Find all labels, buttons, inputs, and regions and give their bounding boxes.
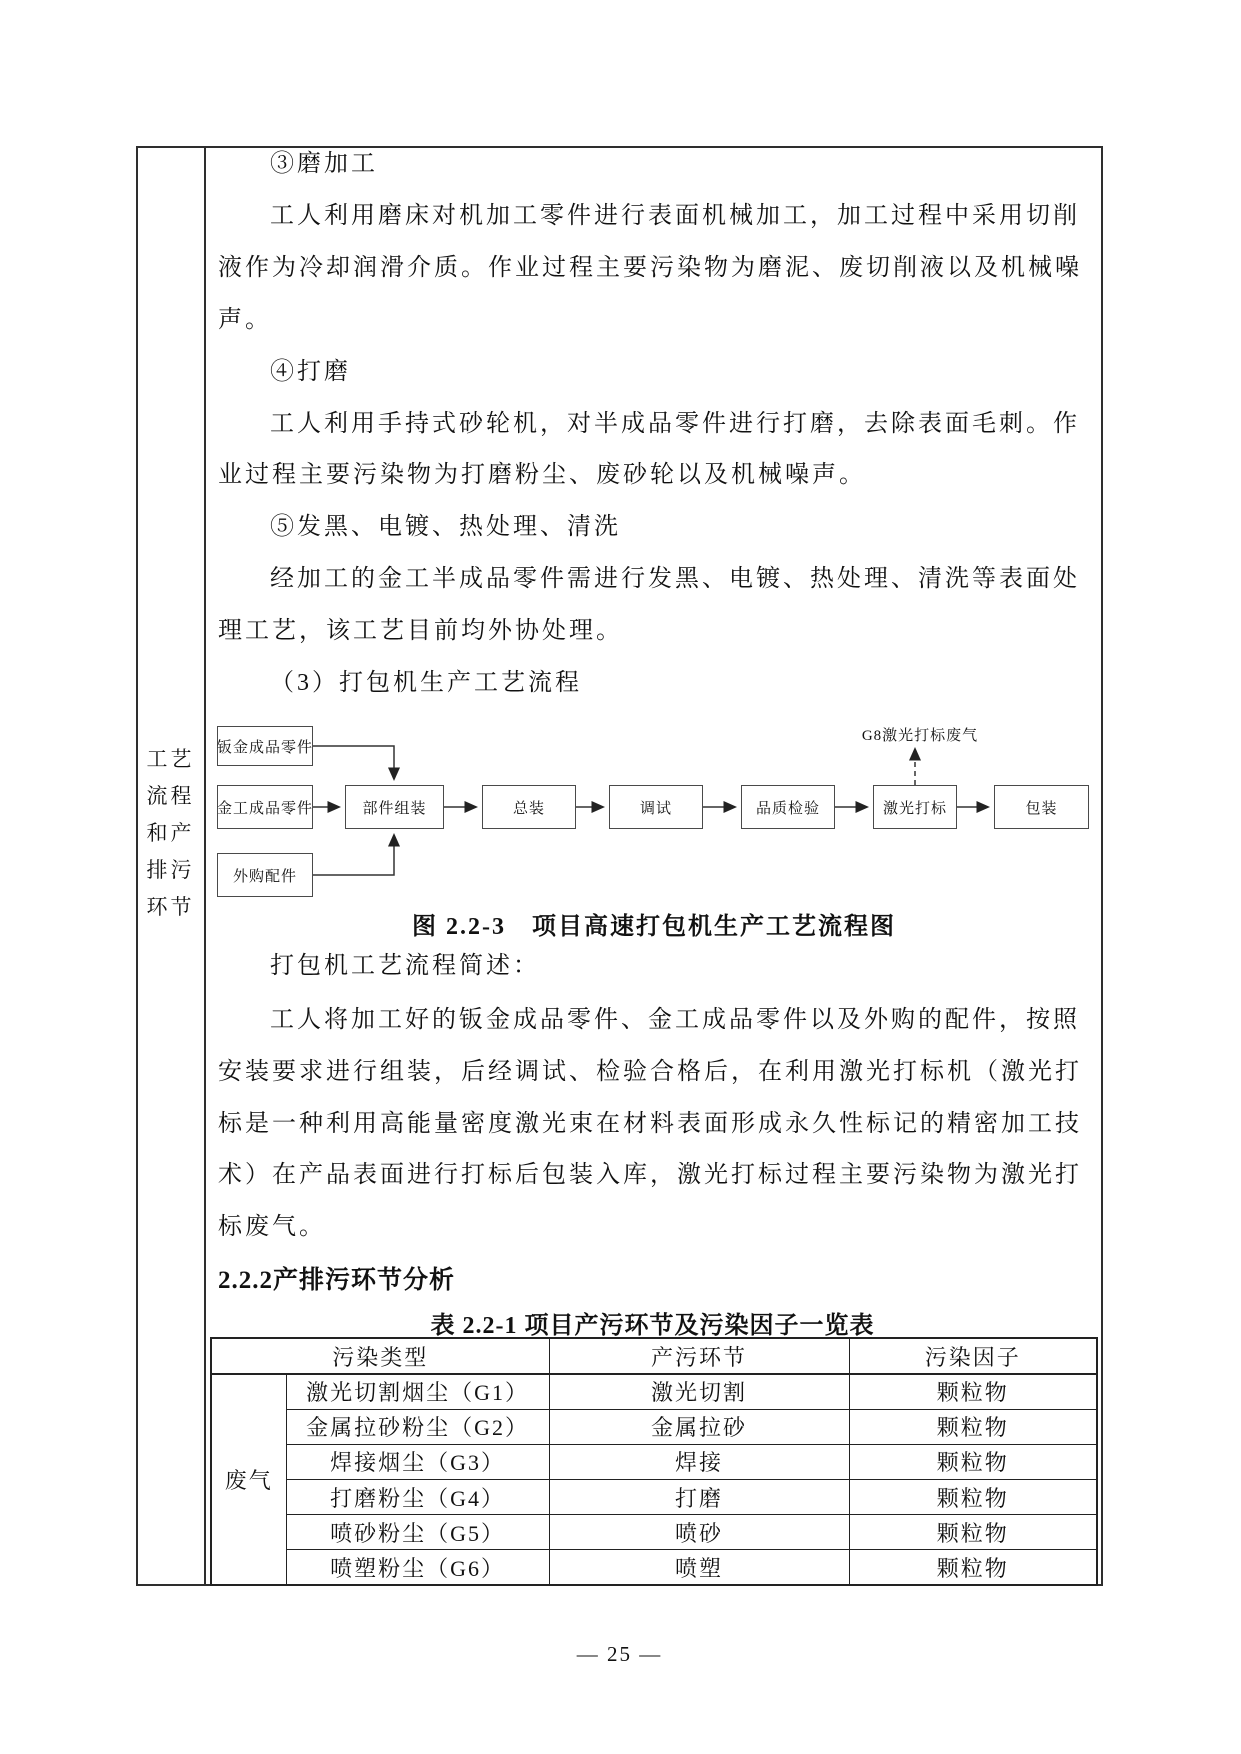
column-header-pollution-type: 污染类型 (211, 1338, 549, 1374)
paragraph-line: 术）在产品表面进行打标后包装入库，激光打标过程主要污染物为激光打 (218, 1162, 1082, 1188)
cell-factor: 颗粒物 (849, 1515, 1097, 1550)
list-item-heading: ⑤发黑、电镀、热处理、清洗 (270, 514, 621, 540)
table-caption: 表 2.2-1 项目产污环节及污染因子一览表 (430, 1313, 875, 1339)
table-row (211, 1515, 1097, 1550)
cell-factor: 颗粒物 (849, 1444, 1097, 1479)
emission-label-g8: G8激光打标废气 (861, 728, 979, 744)
list-item-heading: ③磨加工 (270, 151, 378, 177)
column-header-producing-step: 产污环节 (549, 1338, 849, 1374)
cell-pollutant: 焊接烟尘（G3） (286, 1444, 549, 1479)
cell-factor: 颗粒物 (849, 1550, 1097, 1585)
cell-factor: 颗粒物 (849, 1480, 1097, 1515)
table-row (211, 1374, 1097, 1409)
flow-box-sheet-metal-parts: 钣金成品零件 (217, 726, 313, 766)
category-cell-waste-gas: 废气 (211, 1374, 286, 1585)
cell-factor: 颗粒物 (849, 1409, 1097, 1444)
flow-box-metalwork-parts: 金工成品零件 (217, 785, 313, 829)
paragraph-line: 声。 (218, 307, 272, 333)
flow-box-packing: 包装 (994, 785, 1089, 829)
figure-caption: 图 2.2-3 项目高速打包机生产工艺流程图 (412, 914, 896, 940)
process-flowchart (210, 700, 1105, 910)
paragraph-line: 工人将加工好的钣金成品零件、金工成品零件以及外购的配件，按照 (270, 1007, 1080, 1033)
paragraph-line: 打包机工艺流程简述： (270, 953, 540, 979)
row-header-line: 工艺 (146, 747, 195, 771)
flow-box-final-assembly: 总装 (482, 785, 576, 829)
list-item-heading: ④打磨 (270, 359, 351, 385)
pollutant-table (210, 1337, 1098, 1586)
table-header-row (211, 1338, 1097, 1374)
row-header-line: 流程 (146, 784, 195, 808)
table-row (211, 1550, 1097, 1585)
flow-box-debugging: 调试 (609, 785, 703, 829)
cell-pollutant: 金属拉砂粉尘（G2） (286, 1409, 549, 1444)
paragraph-line: 理工艺，该工艺目前均外协处理。 (218, 618, 623, 644)
row-header-label (136, 741, 205, 926)
flow-box-quality-inspection: 品质检验 (741, 785, 835, 829)
column-header-pollution-factor: 污染因子 (849, 1338, 1097, 1374)
paragraph-line: 安装要求进行组装，后经调试、检验合格后，在利用激光打标机（激光打 (218, 1059, 1082, 1085)
cell-pollutant: 喷塑粉尘（G6） (286, 1550, 549, 1585)
flow-box-purchased-parts: 外购配件 (217, 853, 313, 897)
cell-factor: 颗粒物 (849, 1374, 1097, 1409)
cell-step: 激光切割 (549, 1374, 849, 1409)
paragraph-line: 工人利用手持式砂轮机，对半成品零件进行打磨，去除表面毛刺。作 (270, 411, 1080, 437)
cell-pollutant: 激光切割烟尘（G1） (286, 1374, 549, 1409)
paragraph-line: 液作为冷却润滑介质。作业过程主要污染物为磨泥、废切削液以及机械噪 (218, 255, 1082, 281)
cell-step: 焊接 (549, 1444, 849, 1479)
paragraph-line: 标废气。 (218, 1214, 326, 1240)
paragraph-line: 经加工的金工半成品零件需进行发黑、电镀、热处理、清洗等表面处 (270, 566, 1080, 592)
cell-step: 金属拉砂 (549, 1409, 849, 1444)
cell-pollutant: 喷砂粉尘（G5） (286, 1515, 549, 1550)
table-row (211, 1409, 1097, 1444)
paragraph-line: 工人利用磨床对机加工零件进行表面机械加工，加工过程中采用切削 (270, 203, 1080, 229)
row-header-line: 排污 (146, 858, 195, 882)
cell-step: 打磨 (549, 1480, 849, 1515)
table-row (211, 1444, 1097, 1479)
cell-step: 喷砂 (549, 1515, 849, 1550)
subsection-heading: （3）打包机生产工艺流程 (270, 670, 582, 696)
cell-pollutant: 打磨粉尘（G4） (286, 1480, 549, 1515)
paragraph-line: 业过程主要污染物为打磨粉尘、废砂轮以及机械噪声。 (218, 462, 866, 488)
page-number: — 25 — (576, 1642, 663, 1666)
section-heading-2-2-2: 2.2.2产排污环节分析 (218, 1267, 456, 1294)
flow-box-component-assembly: 部件组装 (345, 785, 444, 829)
paragraph-line: 标是一种利用高能量密度激光束在材料表面形成永久性标记的精密加工技 (218, 1111, 1082, 1137)
row-header-line: 和产 (146, 821, 195, 845)
flow-box-laser-marking: 激光打标 (873, 785, 957, 829)
cell-step: 喷塑 (549, 1550, 849, 1585)
row-header-line: 环节 (146, 895, 195, 919)
table-row (211, 1480, 1097, 1515)
